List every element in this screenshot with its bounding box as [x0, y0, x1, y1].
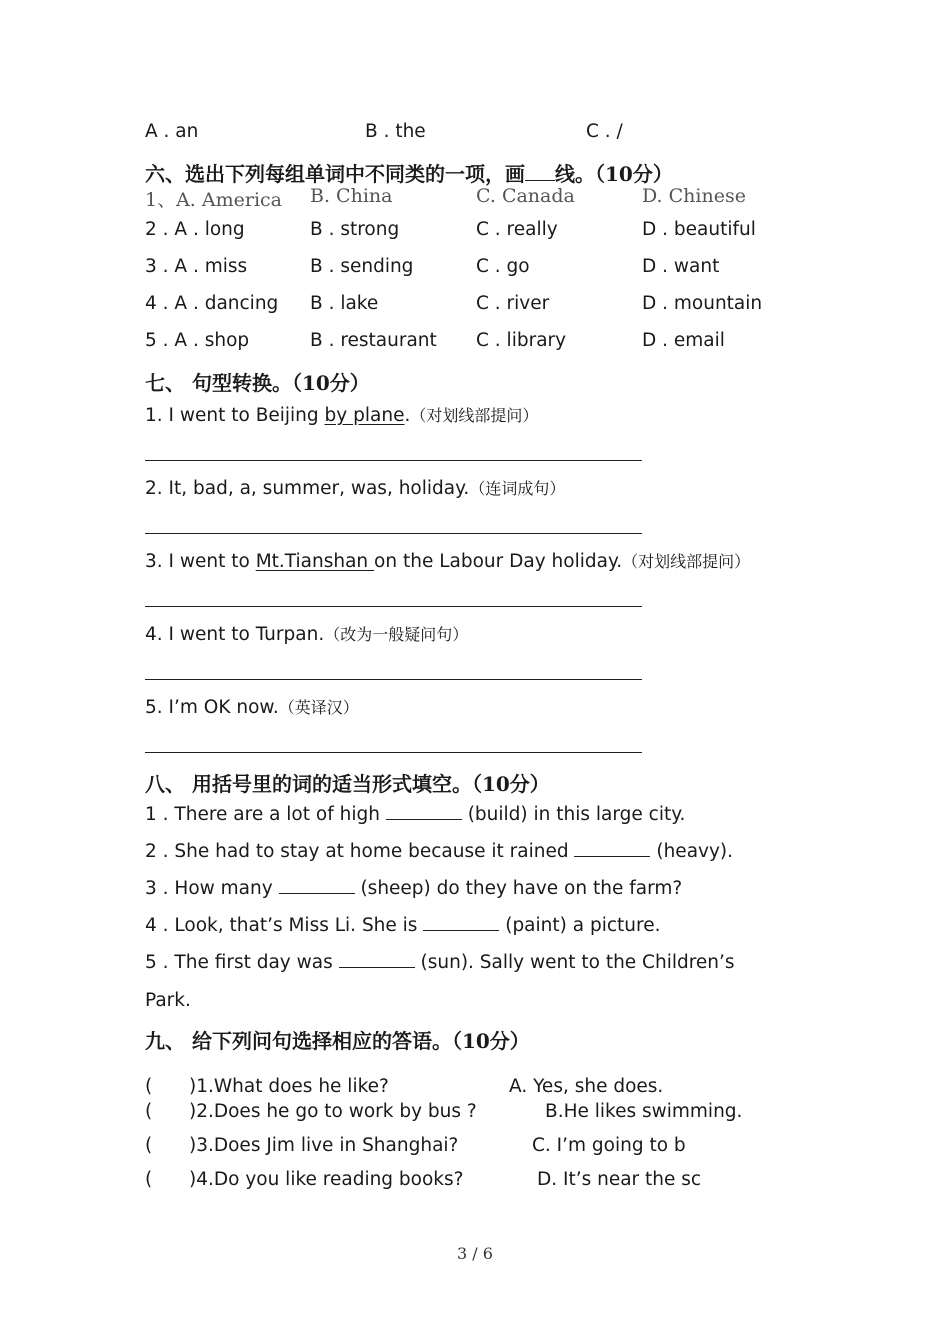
s7-q1-note: （对划线部提问）	[410, 406, 539, 425]
s8-item1-pre: 1 . There are a lot of high	[145, 804, 386, 825]
s6-row1-a: 1、A. America	[145, 189, 282, 211]
s6-row5-b: B . restaurant	[310, 330, 437, 351]
s6-row3-a: 3 . A . miss	[145, 256, 248, 277]
s7-q3	[145, 549, 750, 572]
s9-row3-question: )3.Does Jim live in Shanghai?	[189, 1135, 459, 1156]
s8-item2	[145, 841, 733, 862]
s6-row4-a: 4 . A . dancing	[145, 293, 279, 314]
s7-q3-note: （对划线部提问）	[622, 552, 751, 571]
s9-row1-question: )1.What does he like?	[189, 1076, 389, 1097]
s9-row2-answer: B.He likes swimming.	[545, 1101, 743, 1122]
s7-q4-text: 4. I went to Turpan.	[145, 624, 325, 645]
s7-q2-answer-line[interactable]	[145, 533, 642, 534]
s6-row1-b: B. China	[310, 185, 393, 207]
s8-item2-blank[interactable]	[574, 842, 650, 857]
s7-q1	[145, 403, 538, 426]
s6-row2-b: B . strong	[310, 219, 400, 240]
s6-row3-b: B . sending	[310, 256, 414, 277]
s8-item4	[145, 915, 660, 936]
s7-q2-note: （连词成句）	[469, 479, 566, 498]
s7-q5	[145, 695, 359, 718]
s6-row2-a: 2 . A . long	[145, 219, 245, 240]
section6-title-part2: 线。（10分）	[555, 162, 673, 186]
s8-item3-blank[interactable]	[279, 879, 355, 894]
s8-item3-post: (sheep) do they have on the farm?	[354, 878, 683, 899]
s6-row1-d: D. Chinese	[642, 185, 746, 207]
s9-row3-paren[interactable]: (	[145, 1135, 153, 1156]
s9-row1-answer: A. Yes, she does.	[509, 1076, 664, 1097]
s8-item1	[145, 804, 685, 825]
section6-title	[145, 158, 673, 187]
s8-item3	[145, 878, 682, 899]
s9-row4-question: )4.Do you like reading books?	[189, 1169, 464, 1190]
s7-q3-pre: 3. I went to	[145, 551, 256, 572]
s7-q4-answer-line[interactable]	[145, 679, 642, 680]
s6-row2-c: C . really	[476, 219, 558, 240]
s6-row1-c: C. Canada	[476, 185, 575, 207]
prev-option-b: B . the	[365, 121, 426, 142]
s7-q5-note: （英译汉）	[278, 698, 359, 717]
s9-row4-answer: D. It’s near the sc	[537, 1169, 702, 1190]
s8-item2-pre: 2 . She had to stay at home because it rained	[145, 841, 575, 862]
s8-item5	[145, 952, 735, 973]
section7-title: 七、 句型转换。（10分）	[145, 371, 370, 395]
s7-q3-post: on the Labour Day holiday.	[374, 551, 623, 572]
section9-title: 九、 给下列问句选择相应的答语。（10分）	[145, 1029, 530, 1053]
section8-title: 八、 用括号里的词的适当形式填空。（10分）	[145, 772, 550, 796]
s7-q4-note: （改为一般疑问句）	[324, 625, 469, 644]
s9-row3-answer: C. I’m going to b	[532, 1135, 686, 1156]
s7-q1-pre: 1. I went to Beijing	[145, 405, 325, 426]
s8-item5-pre: 5 . The first day was	[145, 952, 339, 973]
s9-row1-paren[interactable]: (	[145, 1076, 153, 1097]
s8-item5-continued: Park.	[145, 990, 191, 1011]
s8-item1-blank[interactable]	[386, 805, 462, 820]
prev-option-c: C . /	[586, 121, 623, 142]
page-number: 3 / 6	[457, 1244, 493, 1263]
section6-title-part1: 六、选出下列每组单词中不同类的一项，画	[145, 162, 525, 186]
s7-q4	[145, 622, 468, 645]
s8-item2-post: (heavy).	[650, 841, 734, 862]
s8-item5-blank[interactable]	[339, 953, 415, 968]
s8-item5-post: (sun). Sally went to the Children’s	[414, 952, 735, 973]
s7-q5-text: 5. I’m OK now.	[145, 697, 279, 718]
s8-item4-pre: 4 . Look, that’s Miss Li. She is	[145, 915, 424, 936]
s6-row4-c: C . river	[476, 293, 550, 314]
s9-row2-paren[interactable]: (	[145, 1101, 153, 1122]
s6-row5-a: 5 . A . shop	[145, 330, 250, 351]
s8-item4-blank[interactable]	[423, 916, 499, 931]
s9-row2-question: )2.Does he go to work by bus ?	[189, 1101, 477, 1122]
s7-q2	[145, 476, 565, 499]
s8-item1-post: (build) in this large city.	[461, 804, 686, 825]
s8-item4-post: (paint) a picture.	[499, 915, 661, 936]
s9-row4-paren[interactable]: (	[145, 1169, 153, 1190]
underline-blank	[525, 166, 555, 181]
s7-q1-answer-line[interactable]	[145, 460, 642, 461]
s7-q2-text: 2. It, bad, a, summer, was, holiday.	[145, 478, 470, 499]
s6-row4-d: D . mountain	[642, 293, 763, 314]
s7-q5-answer-line[interactable]	[145, 752, 642, 753]
s7-q1-post: .	[404, 405, 411, 426]
s7-q3-answer-line[interactable]	[145, 606, 642, 607]
prev-option-a: A . an	[145, 121, 199, 142]
s6-row2-d: D . beautiful	[642, 219, 756, 240]
s6-row4-b: B . lake	[310, 293, 379, 314]
s8-item3-pre: 3 . How many	[145, 878, 279, 899]
s6-row5-c: C . library	[476, 330, 567, 351]
s7-q3-underlined: Mt.Tianshan	[255, 551, 375, 572]
s6-row5-d: D . email	[642, 330, 725, 351]
s6-row3-d: D . want	[642, 256, 720, 277]
s7-q1-underlined: by plane	[324, 405, 405, 426]
s6-row3-c: C . go	[476, 256, 530, 277]
